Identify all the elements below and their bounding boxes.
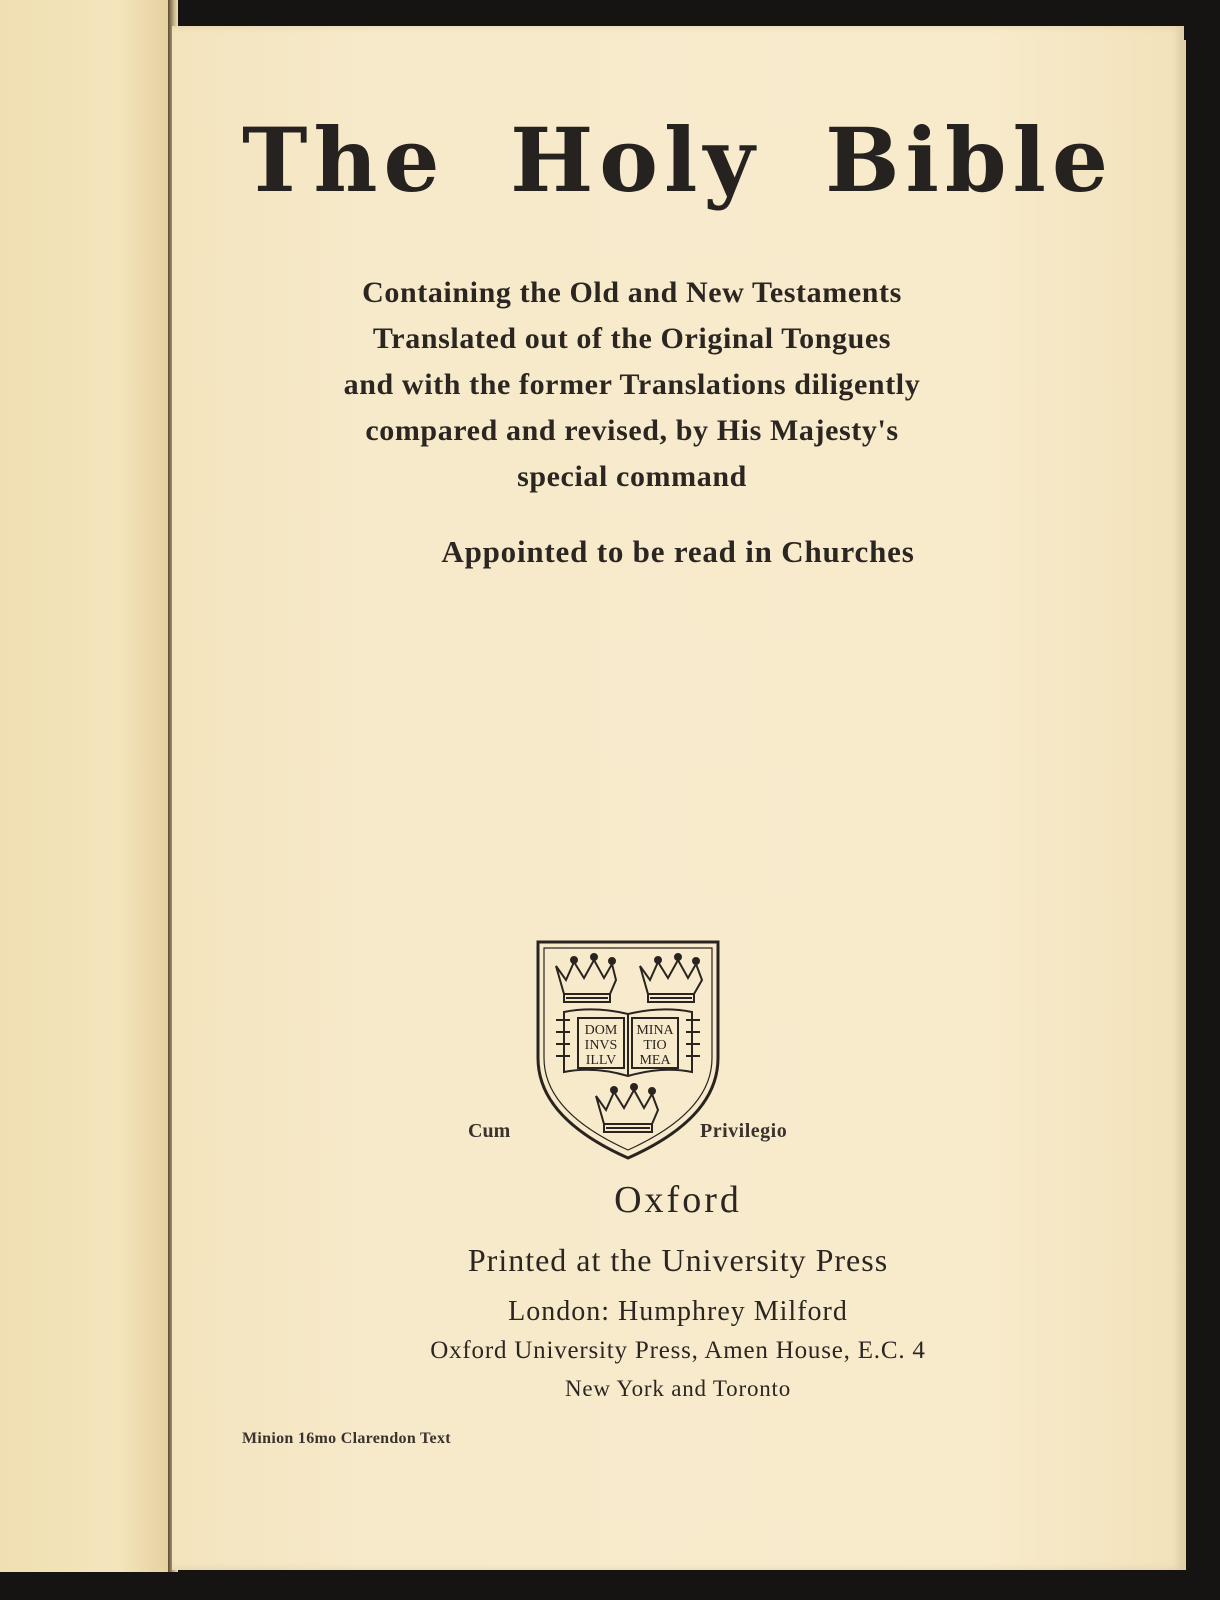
crest-shield-icon xyxy=(534,938,724,1163)
crown-icon-bottom xyxy=(596,1084,658,1132)
open-book-icon xyxy=(556,1009,700,1076)
book-text-left-1: DOM xyxy=(584,1023,618,1038)
subtitle-line-3: and with the former Translations diligently xyxy=(343,368,921,401)
book-text-left-2: INVS xyxy=(584,1038,618,1053)
privilegio-label: Privilegio xyxy=(700,1120,788,1142)
book-text-right-2: TIO xyxy=(643,1038,667,1053)
crown-icon-left xyxy=(556,954,616,1002)
oxford-crest xyxy=(534,938,724,1163)
cum-label: Cum xyxy=(468,1120,511,1142)
printed-line: Printed at the University Press xyxy=(467,1242,889,1278)
book-text-right-1: MINA xyxy=(636,1023,674,1038)
edition-note: Minion 16mo Clarendon Text xyxy=(242,1430,451,1447)
appointed-line: Appointed to be read in Churches xyxy=(441,534,915,569)
new-york-line: New York and Toronto xyxy=(564,1376,792,1401)
subtitle-block xyxy=(282,270,982,500)
book-text-left-3: ILLV xyxy=(585,1053,617,1068)
city-oxford: Oxford xyxy=(614,1179,742,1221)
crown-icon-right xyxy=(640,954,702,1002)
left-endpaper xyxy=(0,0,171,1572)
subtitle-line-4: compared and revised, by His Majesty's xyxy=(365,414,899,447)
subtitle-line-5: special command xyxy=(517,460,747,493)
book-text-right-3: MEA xyxy=(639,1053,671,1068)
subtitle-line-2: Translated out of the Original Tongues xyxy=(372,322,892,355)
subtitle-line-1: Containing the Old and New Testaments xyxy=(362,276,902,309)
title-page xyxy=(172,26,1184,1570)
book-title: The Holy Bible xyxy=(242,108,1114,212)
address-line: Oxford University Press, Amen House, E.C. 4 xyxy=(430,1337,926,1364)
london-line: London: Humphrey Milford xyxy=(508,1296,848,1327)
